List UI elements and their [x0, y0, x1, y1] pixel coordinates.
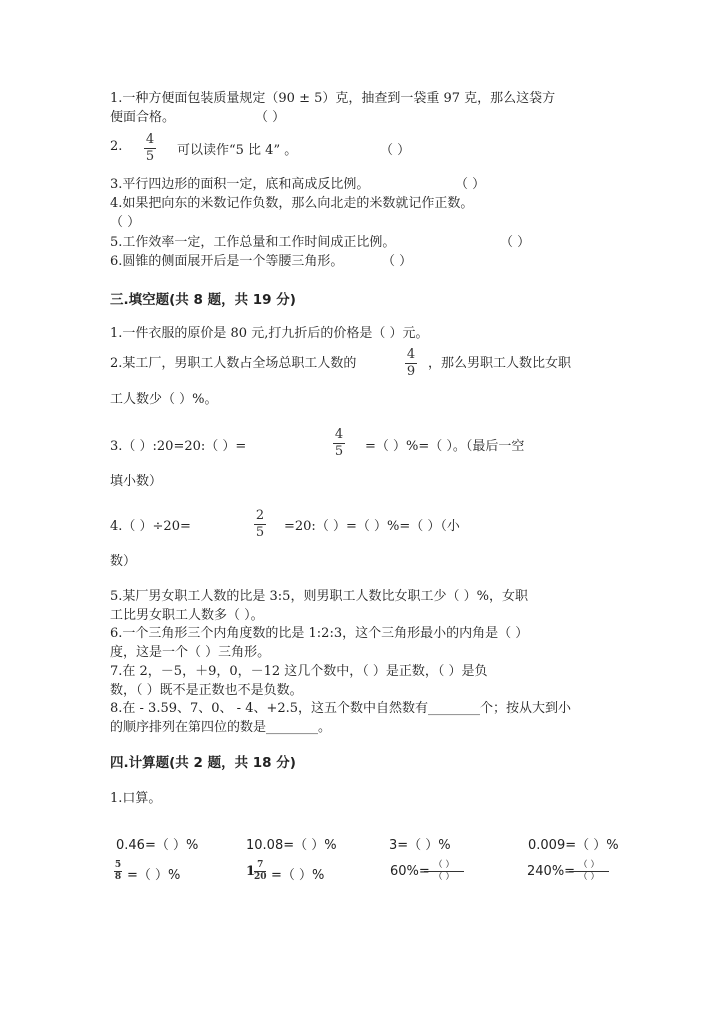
frac-num: 5 [114, 860, 122, 870]
judge-q5: 5.工作效率一定，工作总量和工作时间成正比例。 [110, 235, 396, 250]
fill-q6-line2: 度，这是一个（ ）三角形。 [110, 645, 271, 660]
judge-q4-answer[interactable]: （ ） [110, 215, 141, 230]
fill-q2-part3: 工人数少（ ）%。 [110, 392, 218, 407]
judge-q2-number: 2. [110, 139, 123, 154]
frac-den: 8 [114, 872, 122, 882]
fill-q3-part3: 填小数） [110, 474, 163, 489]
judge-q4-line1: 4.如果把向东的米数记作负数，那么向北走的米数就记作正数。 [110, 196, 474, 211]
calc-item-7-answer[interactable] [424, 861, 464, 882]
calc-item-6-fraction [254, 861, 267, 882]
fill-q2-part2: ，那么男职工人数比女职 [428, 356, 572, 371]
calc-item-6-whole: 1 [246, 864, 256, 879]
fill-q2-part1: 2.某工厂，男职工人数占全场总职工人数的 [110, 356, 357, 371]
calc-item-5-fraction [114, 861, 122, 882]
fill-q2-fraction [405, 348, 417, 379]
frac-den: 9 [406, 364, 416, 379]
fill-q1: 1.一件衣服的原价是 80 元,打九折后的价格是（ ）元。 [110, 326, 429, 341]
calc-item-5[interactable]: =（ ）% [127, 868, 181, 883]
calc-item-4[interactable]: 0.009=（ ）% [528, 838, 619, 853]
judge-q2-text: 可以读作“5 比 4” 。 [177, 143, 298, 158]
calc-item-6[interactable]: =（ ）% [271, 868, 325, 883]
calc-item-8-head: 240%= [527, 864, 576, 879]
judge-q1-line1: 1.一种方便面包装质量规定（90 ± 5）克，抽查到一袋重 97 克，那么这袋方 [110, 91, 556, 106]
calc-item-8-answer[interactable] [569, 861, 609, 882]
frac-den: 5 [255, 525, 265, 540]
section3-title: 三.填空题(共 8 题，共 19 分) [110, 292, 296, 308]
blank-num: （ ） [433, 860, 455, 870]
fill-q6-line1: 6.一个三角形三个内角度数的比是 1:2:3，这个三角形最小的内角是（ ） [110, 626, 529, 641]
fill-q4-fraction [254, 509, 266, 540]
judge-q3: 3.平行四边形的面积一定，底和高成反比例。 [110, 177, 370, 192]
fill-q8-line2: 的顺序排列在第四位的数是________。 [110, 720, 332, 735]
calc-item-2[interactable]: 10.08=（ ）% [246, 838, 337, 853]
judge-q1-answer[interactable]: （ ） [255, 110, 286, 125]
blank-den: （ ） [433, 872, 455, 882]
section4-title: 四.计算题(共 2 题，共 18 分) [110, 755, 296, 771]
fill-q7-line1: 7.在 2，－5，＋9，0，－12 这几个数中，（ ）是正数，（ ）是负 [110, 664, 488, 679]
fill-q4-part3: 数） [110, 554, 137, 569]
frac-num: 4 [334, 427, 344, 442]
frac-num: 7 [257, 860, 264, 870]
blank-num: （ ） [578, 860, 600, 870]
fill-q5-line1: 5.某厂男女职工人数的比是 3:5，则男职工人数比女职工少（ ）%，女职 [110, 589, 528, 604]
frac-den: 20 [254, 872, 267, 882]
calc-item-1[interactable]: 0.46=（ ）% [116, 838, 199, 853]
calc-item-3[interactable]: 3=（ ）% [389, 838, 451, 853]
calc-item-7-head: 60%= [390, 864, 430, 879]
frac-num: 4 [406, 347, 416, 362]
fill-q4-part1: 4.（ ）÷20= [110, 519, 191, 534]
fill-q7-line2: 数，（ ）既不是正数也不是负数。 [110, 683, 303, 698]
fill-q4-part2: =20:（ ）=（ ）%=（ ）（小 [284, 519, 460, 534]
calc-q1-title: 1.口算。 [110, 791, 162, 806]
judge-q3-answer[interactable]: （ ） [455, 177, 486, 192]
frac-num: 2 [255, 508, 265, 523]
judge-q2-fraction [144, 133, 156, 164]
judge-q5-answer[interactable]: （ ） [500, 235, 531, 250]
frac-den: 5 [334, 444, 344, 459]
frac-den: 5 [145, 149, 155, 164]
judge-q2-answer[interactable]: （ ） [380, 143, 411, 158]
fill-q3-fraction [333, 428, 345, 459]
fill-q3-part2: =（ ）%=（ ）。（最后一空 [365, 439, 525, 454]
blank-den: （ ） [578, 872, 600, 882]
judge-q1-line2: 便面合格。 [110, 110, 176, 125]
fill-q5-line2: 工比男女职工人数多（ ）。 [110, 608, 264, 623]
judge-q6: 6.圆锥的侧面展开后是一个等腰三角形。 [110, 254, 344, 269]
fill-q3-part1: 3.（ ）:20=20:（ ）= [110, 439, 247, 454]
fill-q8-line1: 8.在 - 3.59、7、0、 - 4、+2.5，这五个数中自然数有________个；按从大到小 [110, 701, 572, 716]
judge-q6-answer[interactable]: （ ） [382, 254, 413, 269]
frac-num: 4 [145, 132, 155, 147]
